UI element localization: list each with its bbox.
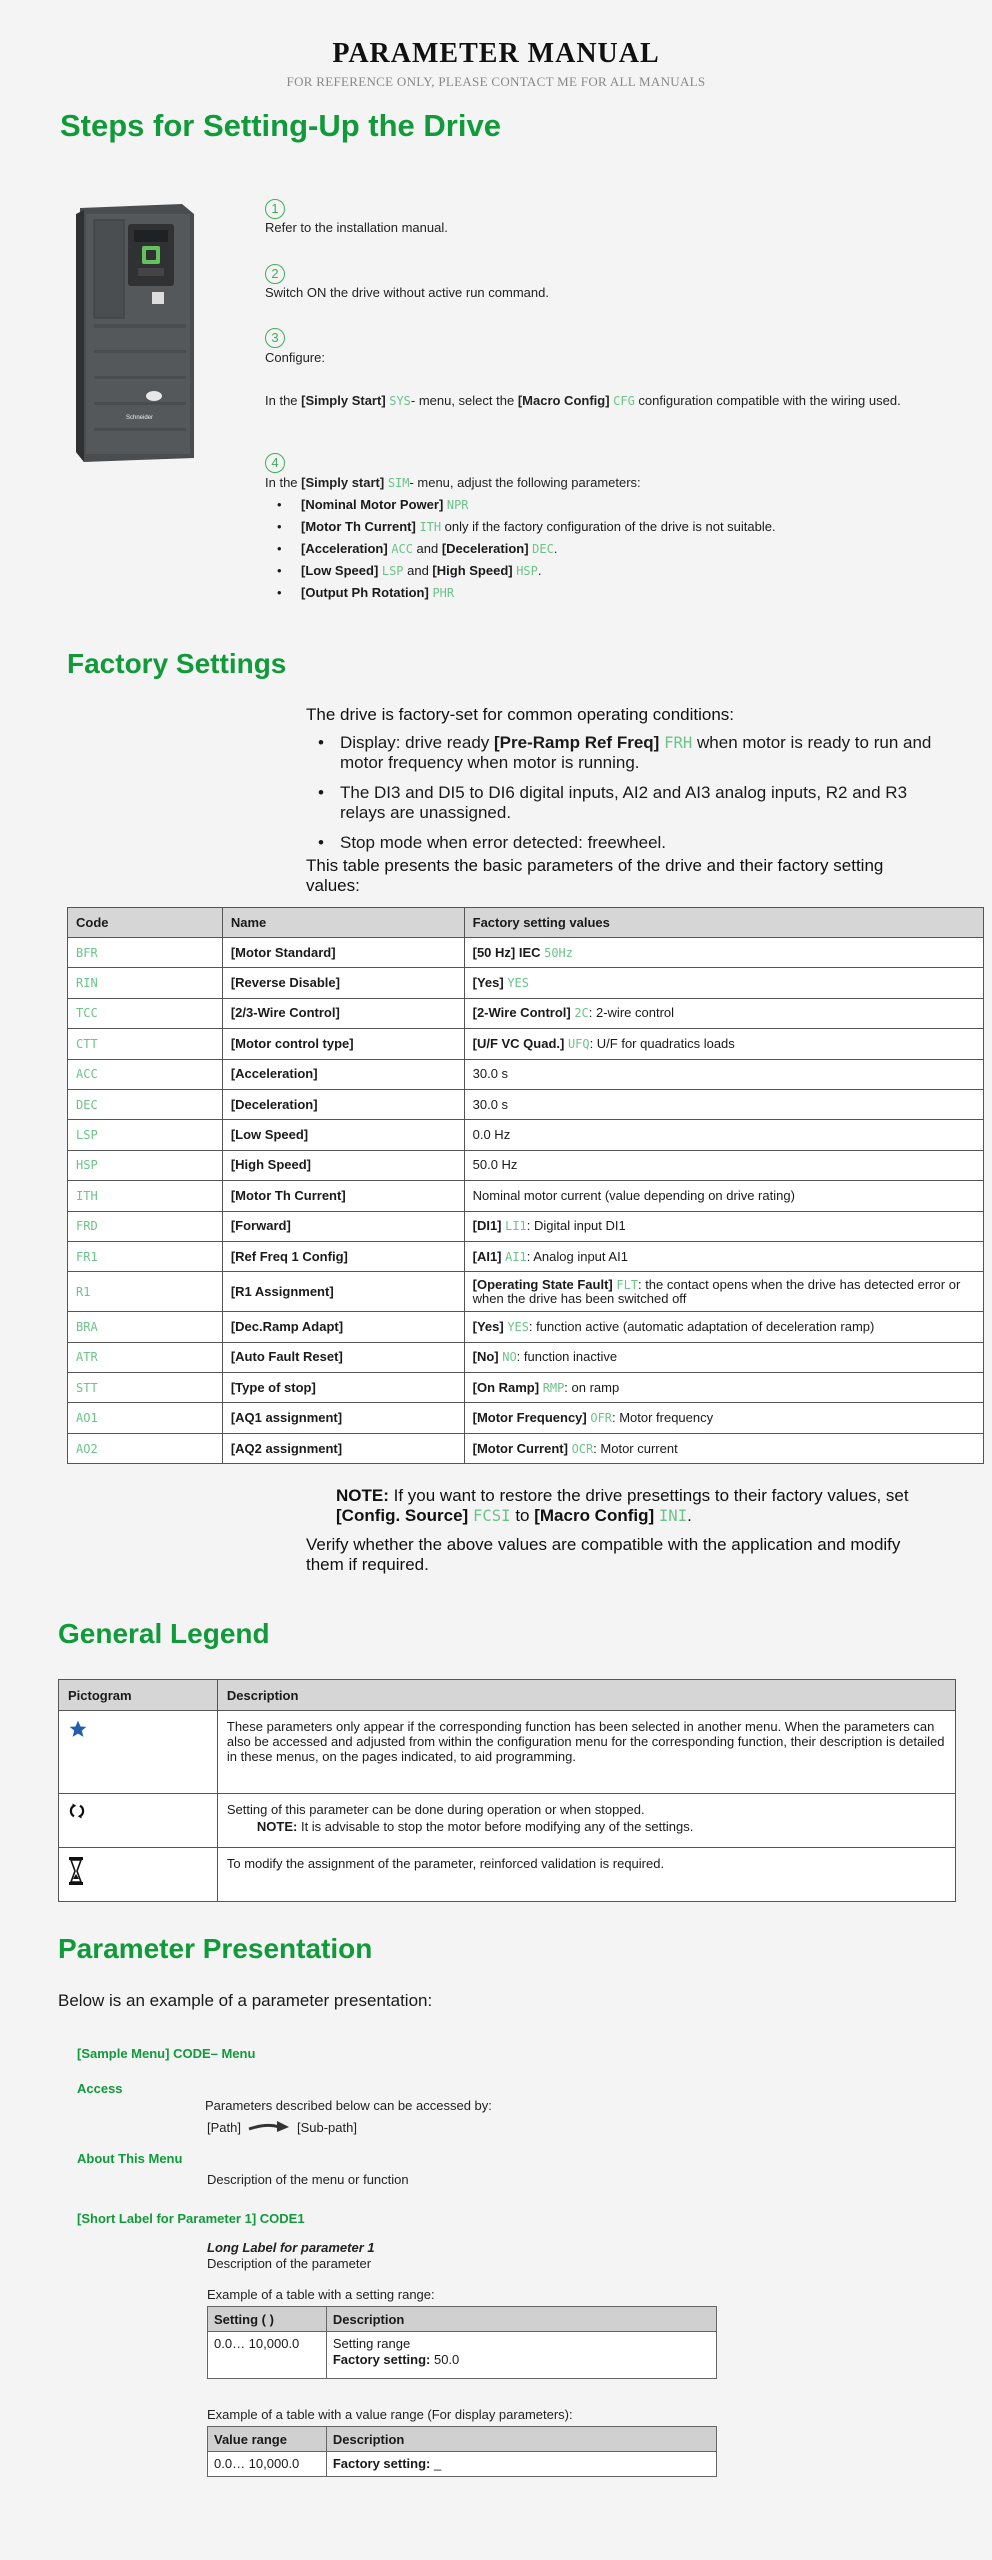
table-row <box>208 2452 717 2477</box>
about-menu-label: About This Menu <box>77 2151 183 2166</box>
value-cell: [Motor Frequency] OFR: Motor frequency <box>464 1403 983 1433</box>
step-number-2: 2 <box>265 264 285 284</box>
table-row <box>59 1848 956 1902</box>
long-label: Long Label for parameter 1 <box>207 2240 375 2255</box>
factory-intro: The drive is factory-set for common operating conditions: <box>306 705 735 724</box>
code-cell: RIN <box>68 968 223 998</box>
restore-note: NOTE: If you want to restore the drive presettings to their factory values, set [Config. Source] FCSI to [Macro Config] INI. <box>336 1486 909 1525</box>
column-header: Factory setting values <box>464 908 983 938</box>
description-cell: To modify the assignment of the parameter, reinforced validation is required. <box>217 1848 955 1902</box>
table-row <box>68 1272 984 1312</box>
column-header: Pictogram <box>59 1680 218 1711</box>
name-cell: [Type of stop] <box>222 1373 464 1403</box>
value-range-table <box>207 2426 717 2477</box>
value-cell: 50.0 Hz <box>464 1150 983 1180</box>
name-cell: [Dec.Ramp Adapt] <box>222 1312 464 1342</box>
value-cell: 30.0 s <box>464 1059 983 1089</box>
access-text: Parameters described below can be accessed by: <box>205 2098 492 2113</box>
factory-settings-table <box>67 907 984 1464</box>
value-cell: [Yes] YES: function active (automatic adaptation of deceleration ramp) <box>464 1312 983 1342</box>
code-cell: BRA <box>68 1312 223 1342</box>
description-cell: Factory setting: _ <box>326 2452 716 2477</box>
code-cell: DEC <box>68 1089 223 1119</box>
code-cell: ITH <box>68 1181 223 1211</box>
example-1-text: Example of a table with a setting range: <box>207 2287 435 2302</box>
page-title: PARAMETER MANUAL <box>332 38 660 69</box>
range-cell: 0.0… 10,000.0 <box>208 2452 327 2477</box>
value-cell: [50 Hz] IEC 50Hz <box>464 938 983 968</box>
name-cell: [Ref Freq 1 Config] <box>222 1241 464 1271</box>
table-row <box>68 1181 984 1211</box>
sample-menu-label: [Sample Menu] CODE– Menu <box>77 2046 256 2061</box>
table-row <box>68 1342 984 1372</box>
name-cell: [AQ2 assignment] <box>222 1433 464 1463</box>
brand-label: Schneider <box>126 415 154 421</box>
column-header: Value range <box>208 2427 327 2452</box>
name-cell: [Low Speed] <box>222 1120 464 1150</box>
name-cell: [Reverse Disable] <box>222 968 464 998</box>
table-row <box>68 1120 984 1150</box>
table-header-row <box>208 2307 717 2332</box>
step-4-parameter-list <box>265 494 925 604</box>
value-cell: [2-Wire Control] 2C: 2-wire control <box>464 998 983 1028</box>
table-header-row <box>59 1680 956 1711</box>
code-cell: LSP <box>68 1120 223 1150</box>
table-row <box>68 1403 984 1433</box>
name-cell: [Deceleration] <box>222 1089 464 1119</box>
parameter-presentation-heading: Parameter Presentation <box>58 1933 373 1964</box>
step-3-instruction: In the [Simply Start] SYS- menu, select the [Macro Config] CFG configuration compatible with the wiring used. <box>265 393 901 408</box>
description-cell: Setting range Factory setting: 50.0 <box>326 2332 716 2379</box>
column-header: Description <box>217 1680 955 1711</box>
list-item: • [Output Ph Rotation] PHR <box>265 582 925 604</box>
value-cell: [Yes] YES <box>464 968 983 998</box>
drive-image <box>70 200 200 465</box>
general-legend-heading: General Legend <box>58 1618 270 1649</box>
table-header-row <box>68 908 984 938</box>
list-item: • The DI3 and DI5 to DI6 digital inputs, AI2 and AI3 analog inputs, R2 and R3 relays are unassigned. <box>306 783 936 823</box>
table-row <box>68 1150 984 1180</box>
pictogram-cell <box>59 1711 218 1794</box>
name-cell: [Acceleration] <box>222 1059 464 1089</box>
code-cell: R1 <box>68 1272 223 1312</box>
name-cell: [High Speed] <box>222 1150 464 1180</box>
name-cell: [2/3-Wire Control] <box>222 998 464 1028</box>
table-row <box>59 1711 956 1794</box>
table-row <box>68 1241 984 1271</box>
list-item: • [Nominal Motor Power] NPR <box>265 494 925 516</box>
factory-bullets <box>306 733 936 863</box>
step-number-4: 4 <box>265 453 285 473</box>
page-subtitle: FOR REFERENCE ONLY, PLEASE CONTACT ME FOR ALL MANUALS <box>286 74 706 89</box>
description-cell: Setting of this parameter can be done during operation or when stopped. NOTE: It is advisable to stop the motor before modifying any of the settings. <box>217 1794 955 1848</box>
table-row <box>68 998 984 1028</box>
value-cell: [On Ramp] RMP: on ramp <box>464 1373 983 1403</box>
table-row <box>68 1029 984 1059</box>
table-row <box>68 1433 984 1463</box>
table-header-row <box>208 2427 717 2452</box>
name-cell: [Motor Th Current] <box>222 1181 464 1211</box>
short-label: [Short Label for Parameter 1] CODE1 <box>77 2211 305 2226</box>
value-cell: 0.0 Hz <box>464 1120 983 1150</box>
setting-range-table <box>207 2306 717 2379</box>
value-cell: 30.0 s <box>464 1089 983 1119</box>
value-cell: [U/F VC Quad.] UFQ: U/F for quadratics loads <box>464 1029 983 1059</box>
rotate-icon <box>68 1802 86 1820</box>
subpath-label: [Sub-path] <box>296 2119 357 2135</box>
name-cell: [Motor Standard] <box>222 938 464 968</box>
name-cell: [AQ1 assignment] <box>222 1403 464 1433</box>
hourglass-icon <box>68 1856 84 1886</box>
table-row <box>208 2332 717 2379</box>
table-row <box>59 1794 956 1848</box>
verify-text: Verify whether the above values are compatible with the application and modify them if required. <box>306 1535 901 1574</box>
step-2-text: Switch ON the drive without active run command. <box>265 285 549 300</box>
steps-heading: Steps for Setting-Up the Drive <box>60 108 501 143</box>
name-cell: [R1 Assignment] <box>222 1272 464 1312</box>
step-number-1: 1 <box>265 199 285 219</box>
table-row <box>68 1089 984 1119</box>
value-cell: [Operating State Fault] FLT: the contact opens when the drive has detected error or when the drive has been switched off <box>464 1272 983 1312</box>
list-item: • Stop mode when error detected: freewheel. <box>306 833 936 853</box>
code-cell: FRD <box>68 1211 223 1241</box>
range-cell: 0.0… 10,000.0 <box>208 2332 327 2379</box>
column-header: Description <box>326 2307 716 2332</box>
code-cell: TCC <box>68 998 223 1028</box>
path-label: [Path] <box>207 2119 241 2135</box>
value-cell: [AI1] AI1: Analog input AI1 <box>464 1241 983 1271</box>
column-header: Description <box>326 2427 716 2452</box>
step-1-text: Refer to the installation manual. <box>265 220 448 235</box>
code-cell: HSP <box>68 1150 223 1180</box>
about-menu-text: Description of the menu or function <box>207 2172 409 2187</box>
code-cell: BFR <box>68 938 223 968</box>
access-label: Access <box>77 2081 123 2096</box>
step-number-3: 3 <box>265 328 285 348</box>
presentation-intro: Below is an example of a parameter presentation: <box>58 1991 433 2010</box>
step-3-text: Configure: <box>265 350 325 365</box>
column-header: Name <box>222 908 464 938</box>
table-row <box>68 1059 984 1089</box>
factory-settings-heading: Factory Settings <box>67 648 287 679</box>
example-2-text: Example of a table with a value range (For display parameters): <box>207 2407 573 2422</box>
code-cell: FR1 <box>68 1241 223 1271</box>
pictogram-cell <box>59 1794 218 1848</box>
table-row <box>68 938 984 968</box>
table-row <box>68 1211 984 1241</box>
name-cell: [Forward] <box>222 1211 464 1241</box>
table-intro: This table presents the basic parameters of the drive and their factory setting values: <box>306 856 884 895</box>
column-header: Setting ( ) <box>208 2307 327 2332</box>
list-item: • [Low Speed] LSP and [High Speed] HSP. <box>265 560 925 582</box>
value-cell: [DI1] LI1: Digital input DI1 <box>464 1211 983 1241</box>
star-icon <box>68 1719 88 1739</box>
pictogram-cell <box>59 1848 218 1902</box>
code-cell: ACC <box>68 1059 223 1089</box>
legend-table <box>58 1679 956 1902</box>
list-item: • [Acceleration] ACC and [Deceleration] DEC. <box>265 538 925 560</box>
arrow-right-icon <box>247 2119 291 2135</box>
name-cell: [Motor control type] <box>222 1029 464 1059</box>
table-row <box>68 1373 984 1403</box>
code-cell: AO1 <box>68 1403 223 1433</box>
description-cell: These parameters only appear if the corresponding function has been selected in another menu. When the parameters can also be accessed and adjusted from within the configuration menu for the corresponding function, their description is detailed in these menus, on the pages indicated, to aid programming. <box>217 1711 955 1794</box>
table-row <box>68 1312 984 1342</box>
code-cell: STT <box>68 1373 223 1403</box>
column-header: Code <box>68 908 223 938</box>
value-cell: Nominal motor current (value depending on drive rating) <box>464 1181 983 1211</box>
list-item: • Display: drive ready [Pre-Ramp Ref Freq] FRH when motor is ready to run and motor frequency when motor is running. <box>306 733 936 773</box>
code-cell: ATR <box>68 1342 223 1372</box>
code-cell: CTT <box>68 1029 223 1059</box>
list-item: • [Motor Th Current] ITH only if the factory configuration of the drive is not suitable. <box>265 516 925 538</box>
step-4-instruction: In the [Simply start] SIM- menu, adjust the following parameters: <box>265 475 641 490</box>
table-row <box>68 968 984 998</box>
access-path <box>207 2119 357 2135</box>
value-cell: [Motor Current] OCR: Motor current <box>464 1433 983 1463</box>
value-cell: [No] NO: function inactive <box>464 1342 983 1372</box>
name-cell: [Auto Fault Reset] <box>222 1342 464 1372</box>
parameter-description: Description of the parameter <box>207 2256 372 2271</box>
code-cell: AO2 <box>68 1433 223 1463</box>
